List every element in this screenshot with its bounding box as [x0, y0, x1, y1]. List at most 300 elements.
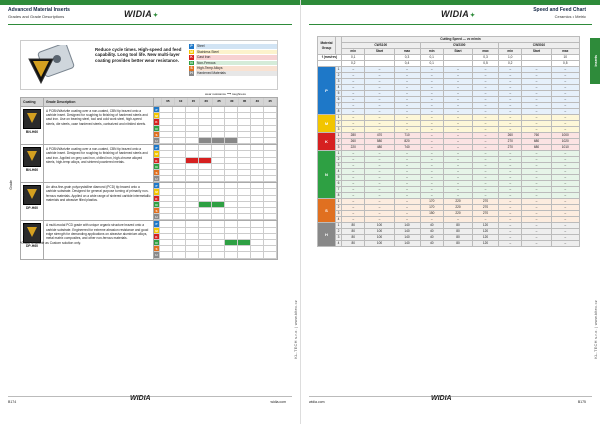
speed-value: – [499, 151, 522, 157]
speed-value: – [365, 205, 394, 211]
header-divider [309, 24, 592, 25]
speed-value: – [551, 175, 579, 181]
material-subgroup: 8 [336, 109, 342, 115]
speed-value: – [342, 67, 365, 73]
speed-value: – [342, 217, 365, 223]
speed-value: – [394, 181, 420, 187]
speed-value: 760 [522, 133, 551, 139]
legend-label: Cast Iron [196, 55, 277, 60]
grade-description: An ultra-fine-grain polycrystalline diamond (PCD) tip brazed onto a carbide substrate. Designed for general purpose turning of primarily non-ferrous materials. Applied on a wide range of sintered carbide intermetallic materials and abrasive filled plastics. [44, 183, 154, 221]
speed-value: – [522, 79, 551, 85]
speed-value: – [365, 217, 394, 223]
legend-swatch: S [190, 65, 193, 70]
speed-value: 220 [443, 211, 472, 217]
speed-value: 270 [473, 205, 499, 211]
grade-name: BN-H60 [25, 130, 39, 134]
speed-value: – [365, 181, 394, 187]
speed-value: – [365, 73, 394, 79]
speed-value: 820 [394, 139, 420, 145]
speed-value: – [394, 97, 420, 103]
speed-value: – [342, 181, 365, 187]
legend-label: Steel [196, 44, 277, 49]
speed-value: – [342, 79, 365, 85]
grade-row [21, 221, 278, 259]
speed-value: – [499, 217, 522, 223]
speed-value: – [394, 169, 420, 175]
page-number: B175 [577, 400, 586, 404]
legend-item [189, 55, 277, 60]
speed-value: – [394, 73, 420, 79]
speed-value: – [394, 79, 420, 85]
speed-value: 260 [499, 133, 522, 139]
speed-value: – [551, 193, 579, 199]
speed-value: – [551, 223, 579, 229]
scale-tick: 40 [251, 98, 264, 106]
grade-cell [21, 221, 44, 259]
speed-value: – [551, 211, 579, 217]
toughness-label: toughness [232, 92, 246, 96]
speed-value: 80 [443, 229, 472, 235]
page-title: Advanced Material Inserts [8, 7, 70, 13]
legend-label: Hardened Materials [196, 71, 277, 76]
footer-logo: WIDIA [431, 395, 452, 402]
speed-value: – [365, 115, 394, 121]
speed-value: – [443, 103, 472, 109]
legend-label: Non-Ferrous [196, 61, 277, 66]
speed-value: – [342, 91, 365, 97]
speed-value: – [420, 97, 443, 103]
speed-value: – [473, 163, 499, 169]
speed-value: – [522, 67, 551, 73]
cutting-speed-header: Cutting Speed — vc m/min [342, 37, 580, 43]
speed-value: – [394, 115, 420, 121]
speed-value: 280 [342, 133, 365, 139]
page-number: B174 [8, 400, 17, 404]
speed-value: 120 [473, 229, 499, 235]
speed-value: 270 [499, 145, 522, 151]
speed-value: – [473, 91, 499, 97]
material-group-cell: H [318, 223, 336, 247]
speed-value: – [522, 175, 551, 181]
speed-value: – [499, 211, 522, 217]
sub-header: min [420, 49, 443, 55]
speed-value: – [443, 121, 472, 127]
speed-value: – [420, 145, 443, 151]
speed-value: – [443, 157, 472, 163]
speed-value: – [365, 169, 394, 175]
speed-value: – [420, 169, 443, 175]
speed-value: – [473, 193, 499, 199]
speed-value: – [420, 103, 443, 109]
speed-value: – [420, 139, 443, 145]
grade-name: DP-H60 [25, 206, 39, 211]
speed-value: – [551, 205, 579, 211]
speed-value: – [420, 91, 443, 97]
footnote: *Grade available as Custom solution only. [20, 241, 81, 245]
material-group-cell: M [318, 115, 336, 133]
speed-value: – [420, 157, 443, 163]
speed-value: – [473, 217, 499, 223]
speed-value: – [342, 175, 365, 181]
right-page [300, 0, 600, 424]
scale-tick: 35 [239, 98, 252, 106]
speed-value: – [420, 121, 443, 127]
grade-matrix: P M K N S H [154, 145, 278, 183]
speed-value: – [420, 115, 443, 121]
speed-value: – [551, 73, 579, 79]
speed-value: – [420, 163, 443, 169]
speed-value: – [342, 121, 365, 127]
speed-value: 120 [473, 223, 499, 229]
speed-value: – [394, 217, 420, 223]
speed-value: – [443, 67, 472, 73]
speed-value: – [420, 67, 443, 73]
speed-value: – [551, 187, 579, 193]
speed-value: – [522, 211, 551, 217]
material-subgroup: 2 [336, 73, 342, 79]
material-legend [189, 44, 277, 76]
speed-value: – [499, 187, 522, 193]
speed-value: – [522, 109, 551, 115]
speed-value: – [522, 85, 551, 91]
speed-value: – [420, 181, 443, 187]
grade-column-header: CWS100 [342, 43, 421, 49]
material-subgroup: 3 [336, 235, 342, 241]
speed-value: 220 [342, 145, 365, 151]
speed-value: – [342, 103, 365, 109]
speed-value: – [499, 73, 522, 79]
grade-coating: WB10PP [22, 110, 26, 123]
speed-value: – [365, 109, 394, 115]
footer-site[interactable]: widia.com [270, 400, 286, 404]
material-subgroup: 5 [336, 175, 342, 181]
speed-value: – [473, 169, 499, 175]
speed-value: – [522, 229, 551, 235]
feed-label: f (mm/rev) [318, 55, 342, 61]
material-group-header: Material Group [318, 37, 336, 55]
application-range-bar [212, 138, 225, 144]
speed-value: – [522, 193, 551, 199]
speed-value: 80 [342, 229, 365, 235]
speed-value: – [499, 109, 522, 115]
speed-value: – [473, 103, 499, 109]
speed-value: – [365, 187, 394, 193]
speed-value: – [342, 97, 365, 103]
grade-name: DP-H60 [25, 244, 39, 249]
material-subgroup: 1 [336, 223, 342, 229]
speed-value: – [473, 67, 499, 73]
speed-value: – [551, 199, 579, 205]
speed-value: – [551, 109, 579, 115]
speed-value: – [522, 241, 551, 247]
material-subgroup: 3 [336, 127, 342, 133]
speed-value: – [551, 85, 579, 91]
header-divider [8, 24, 292, 25]
grade-row [21, 183, 278, 221]
speed-value: – [365, 151, 394, 157]
feed-value: 0,4 [394, 61, 420, 67]
material-subgroup: 2 [336, 205, 342, 211]
page-subtitle: Ceramics • Metric [554, 14, 586, 19]
feed-value: 10 [551, 55, 579, 61]
speed-value: 80 [443, 241, 472, 247]
speed-value: – [522, 97, 551, 103]
speed-value: – [420, 151, 443, 157]
material-subgroup: 1 [336, 133, 342, 139]
speed-value: 170 [420, 205, 443, 211]
application-range-bar [199, 138, 212, 144]
speed-value: – [522, 73, 551, 79]
speed-value: – [551, 151, 579, 157]
top-bar [301, 0, 600, 5]
material-subgroup: 2 [336, 139, 342, 145]
material-subgroup: 5 [336, 91, 342, 97]
speed-value: – [473, 133, 499, 139]
speed-value: 80 [443, 223, 472, 229]
material-group-cell: N [318, 151, 336, 199]
speed-value: 150 [420, 211, 443, 217]
speed-value: – [342, 211, 365, 217]
speed-value: – [365, 211, 394, 217]
speed-value: – [551, 181, 579, 187]
speed-value: – [443, 79, 472, 85]
material-subgroup: 4 [336, 217, 342, 223]
speed-value: 740 [394, 145, 420, 151]
material-subgroup: 3 [336, 145, 342, 151]
speed-value: – [522, 235, 551, 241]
speed-value: – [394, 127, 420, 133]
legend-swatch: M [190, 49, 193, 54]
speed-value: – [499, 85, 522, 91]
speed-value: – [551, 127, 579, 133]
material-subgroup: 1 [336, 67, 342, 73]
material-subgroup: 4 [336, 169, 342, 175]
speed-value: 270 [499, 139, 522, 145]
speed-value: – [473, 157, 499, 163]
speed-value: – [342, 127, 365, 133]
speed-value: – [551, 91, 579, 97]
speed-value: – [473, 181, 499, 187]
speed-value: – [420, 187, 443, 193]
speed-value: – [499, 205, 522, 211]
legend-swatch: K [190, 55, 193, 60]
feed-value: 1,0 [499, 55, 522, 61]
speed-value: – [499, 169, 522, 175]
speed-value: – [473, 121, 499, 127]
speed-value: – [499, 175, 522, 181]
speed-value: – [394, 175, 420, 181]
feed-value: 0,2 [499, 61, 522, 67]
insert-image-icon [27, 45, 75, 85]
speed-value: – [394, 109, 420, 115]
speed-value: – [365, 157, 394, 163]
speed-value: – [365, 91, 394, 97]
speed-value: – [365, 67, 394, 73]
grade-cell [21, 183, 44, 221]
speed-value: – [342, 199, 365, 205]
speed-value: 40 [420, 235, 443, 241]
grade-matrix: P M K N S H [154, 221, 278, 259]
speed-value: 40 [420, 223, 443, 229]
legend-label: High-Temp Alloys [196, 66, 277, 71]
feature-box [20, 40, 278, 90]
grade-cell [21, 107, 44, 145]
vertical-watermark: KL-TECH s.r.o. | www.kltec.cz [293, 300, 298, 359]
speed-value: – [473, 115, 499, 121]
speed-value: – [365, 193, 394, 199]
speed-value: 40 [420, 229, 443, 235]
sub-header: min [499, 49, 522, 55]
feed-value: 0,3 [394, 55, 420, 61]
material-subgroup: 4 [336, 241, 342, 247]
vertical-watermark: KL-TECH s.r.o. | www.kltec.cz [593, 300, 598, 359]
speed-value: – [443, 175, 472, 181]
speed-value: – [443, 145, 472, 151]
speed-value: – [394, 205, 420, 211]
speed-value: 220 [443, 199, 472, 205]
speed-value: – [522, 121, 551, 127]
speed-value: – [443, 73, 472, 79]
scale-tick: 20 [200, 98, 213, 106]
footer-site[interactable]: widia.com [309, 400, 325, 404]
speed-value: – [365, 199, 394, 205]
logo-mark-icon: ✦ [470, 13, 476, 19]
col-description: Grade Description [44, 98, 154, 107]
speed-value: 270 [473, 211, 499, 217]
speed-value: – [342, 73, 365, 79]
speed-value: – [499, 79, 522, 85]
speed-value: 100 [365, 241, 394, 247]
legend-item [189, 71, 277, 76]
legend-label: Stainless Steel [196, 50, 277, 55]
scale-tick: 10 [175, 98, 188, 106]
speed-value: 100 [365, 235, 394, 241]
speed-value: – [443, 163, 472, 169]
speed-value: 100 [365, 223, 394, 229]
grade-description: A PCBN/Wurtzite coating over a non-coated, CBN tip brazed onto a carbide insert. Designed for roughing to finishing of hardened steels and cast iron. Applied on grey cast iron, chilled iron, high-chrome alloyed steels, high-temp alloys, and sintered powdered metals. [44, 145, 154, 183]
speed-value: – [365, 103, 394, 109]
speed-value: 470 [365, 133, 394, 139]
speed-value: – [365, 85, 394, 91]
speed-value: 710 [394, 133, 420, 139]
speed-value: – [499, 103, 522, 109]
grade-matrix: P M K N S H [154, 107, 278, 145]
material-subgroup: 1 [336, 199, 342, 205]
speed-value: – [522, 127, 551, 133]
speed-value: – [499, 121, 522, 127]
grade-column-header: CW5010 [499, 43, 580, 49]
speed-value: 80 [443, 235, 472, 241]
speed-value: 120 [473, 241, 499, 247]
material-subgroup: 7 [336, 187, 342, 193]
speed-value: – [394, 85, 420, 91]
feed-value: 0,5 [473, 61, 499, 67]
speed-value: – [499, 241, 522, 247]
speed-value: – [365, 127, 394, 133]
speed-value: – [443, 169, 472, 175]
speed-value: – [473, 175, 499, 181]
speed-value: – [473, 127, 499, 133]
speed-value: – [443, 139, 472, 145]
speed-value: – [522, 187, 551, 193]
speed-value: – [473, 85, 499, 91]
page-subtitle: Grades and Grade Descriptions [8, 14, 65, 19]
speed-value: 480 [365, 145, 394, 151]
speed-value: – [473, 187, 499, 193]
speed-value: – [473, 109, 499, 115]
speed-value: – [522, 91, 551, 97]
sub-header: max [551, 49, 579, 55]
speed-value: – [443, 127, 472, 133]
material-subgroup: 1 [336, 115, 342, 121]
logo-mark-icon: ✦ [153, 13, 159, 19]
sub-header: max [394, 49, 420, 55]
speed-value: 140 [394, 229, 420, 235]
speed-value: – [522, 205, 551, 211]
grade-coating: WD10PL [22, 224, 26, 237]
sub-header: Start [522, 49, 551, 55]
speed-value: 80 [342, 223, 365, 229]
speed-value: 140 [394, 223, 420, 229]
speed-value: – [551, 217, 579, 223]
material-subgroup: 7 [336, 103, 342, 109]
widia-logo: WIDIA✦ [441, 9, 476, 19]
material-subgroup: 3 [336, 163, 342, 169]
speed-feed-table [317, 36, 580, 247]
speed-value: – [420, 85, 443, 91]
material-subgroup: 4 [336, 85, 342, 91]
grade-row [21, 145, 278, 183]
speed-value: 680 [522, 139, 551, 145]
speed-value: – [420, 175, 443, 181]
speed-value: – [443, 85, 472, 91]
speed-value: – [522, 163, 551, 169]
speed-value: – [365, 79, 394, 85]
speed-value: – [342, 163, 365, 169]
speed-value: – [342, 169, 365, 175]
scale-tick: 45 [264, 98, 277, 106]
speed-value: 260 [342, 139, 365, 145]
speed-value: 170 [420, 199, 443, 205]
speed-value: 40 [420, 241, 443, 247]
speed-value: – [551, 121, 579, 127]
grade-row [21, 107, 278, 145]
scale-tick: 15 [188, 98, 201, 106]
speed-value: 680 [522, 145, 551, 151]
material-row [318, 241, 580, 247]
speed-value: – [473, 145, 499, 151]
speed-value: – [522, 103, 551, 109]
speed-value: – [499, 115, 522, 121]
speed-value: – [499, 235, 522, 241]
speed-value: – [420, 133, 443, 139]
legend-swatch: P [190, 44, 193, 49]
speed-value: – [342, 85, 365, 91]
speed-value: – [473, 97, 499, 103]
material-subgroup: 2 [336, 121, 342, 127]
speed-value: – [420, 73, 443, 79]
grade-description: A PCBN/Wurtzite coating over a non-coated, CBN tip brazed onto a carbide insert. Designed for roughing to finishing of hardened steels and cast iron. Use on bearing steel, tool and cold work steel, high-speed steels, die steels, case hardened steels, carburized and nitrided steels. [44, 107, 154, 145]
speed-value: – [443, 217, 472, 223]
speed-value: 1010 [551, 145, 579, 151]
speed-value: – [443, 109, 472, 115]
arrow-right-icon: ⟶ [226, 92, 232, 96]
speed-value: – [522, 217, 551, 223]
speed-value: – [420, 127, 443, 133]
material-group-cell: K [318, 133, 336, 151]
speed-value: – [551, 67, 579, 73]
speed-value: – [420, 217, 443, 223]
